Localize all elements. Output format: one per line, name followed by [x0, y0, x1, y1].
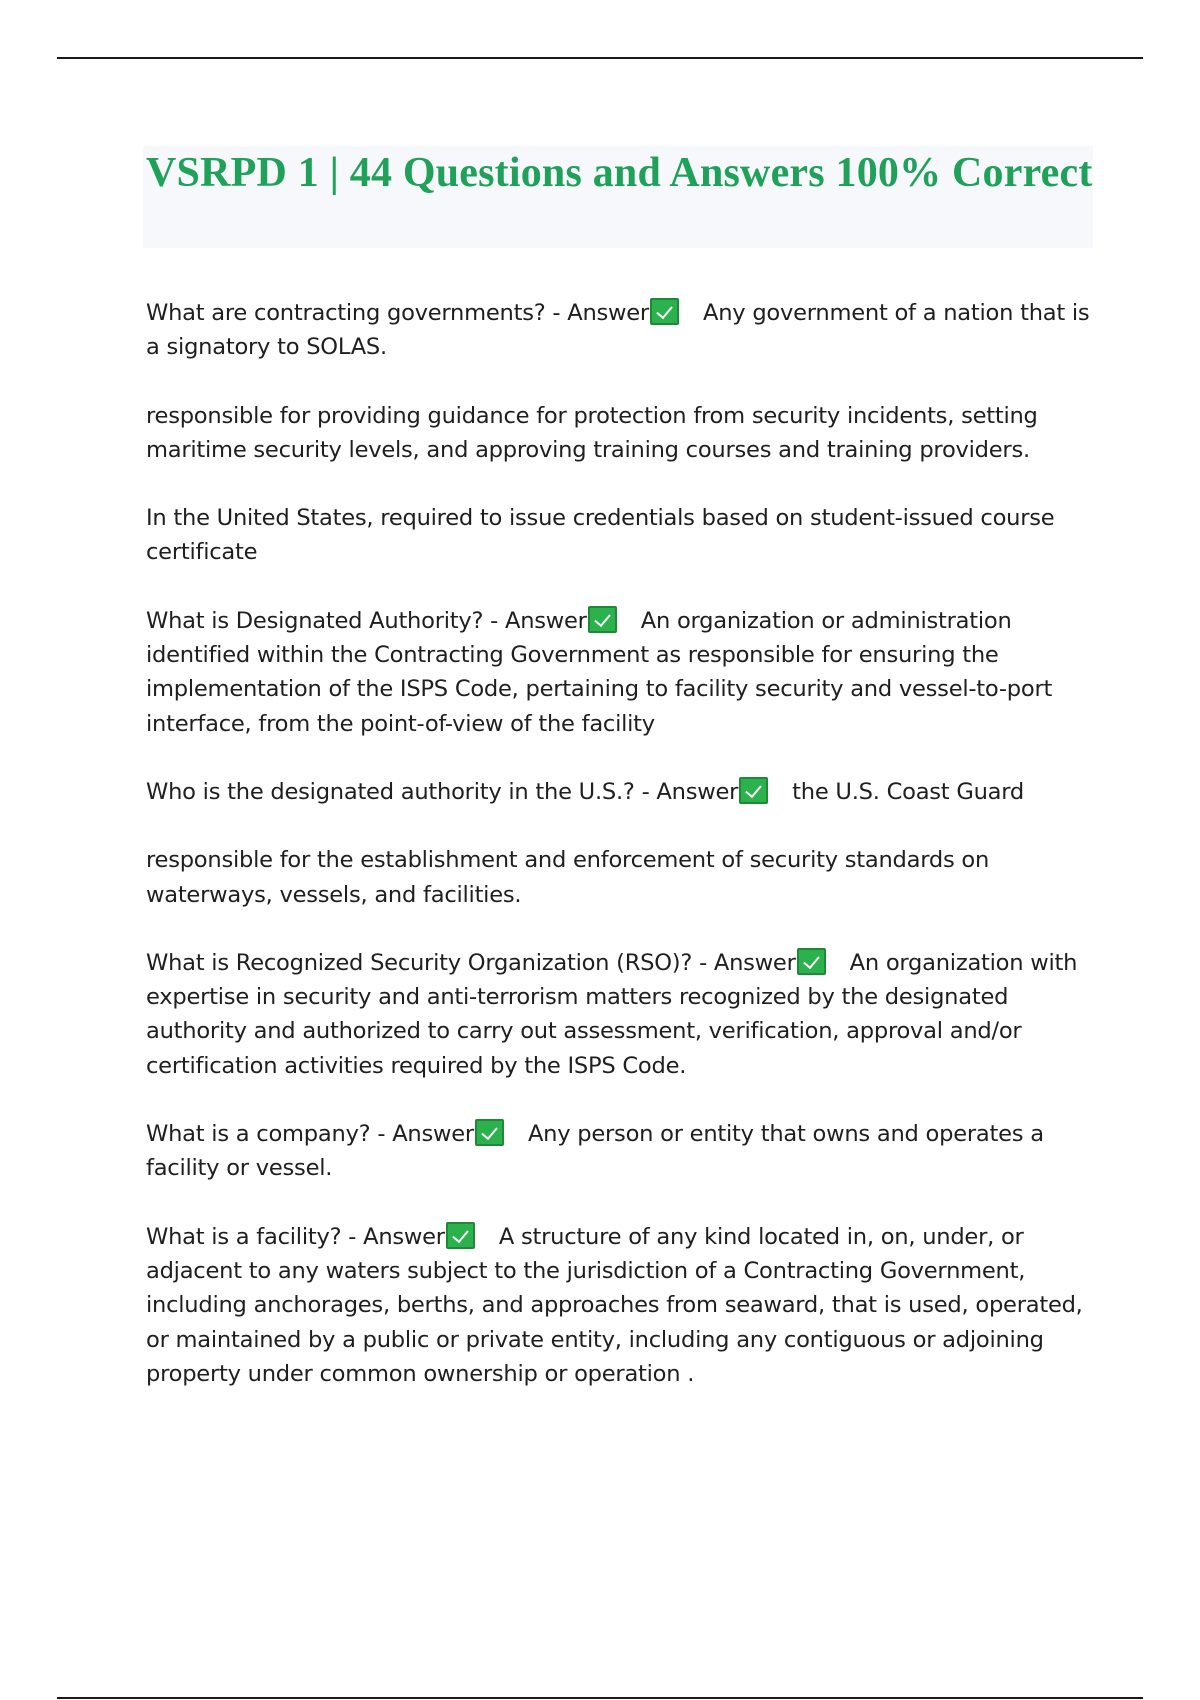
- top-rule: [57, 57, 1143, 59]
- question-text: What is a company?: [146, 1121, 371, 1148]
- checkmark-icon: [797, 948, 826, 975]
- answer-label: - Answer: [348, 1223, 445, 1250]
- checkmark-icon: [588, 606, 617, 633]
- answer-text: Any government of a nation that is a signatory to SOLAS.: [146, 300, 1090, 361]
- qa-content: [146, 296, 1096, 1425]
- checkmark-icon: [739, 777, 768, 804]
- bottom-rule: [57, 1697, 1143, 1699]
- document-title: VSRPD 1 | 44 Questions and Answers 100% Correct: [146, 150, 1093, 196]
- checkmark-icon: [475, 1119, 504, 1146]
- question-text: What are contracting governments?: [146, 300, 546, 326]
- qa-item: [146, 604, 1096, 741]
- answer-label: - Answer: [552, 300, 649, 326]
- note-paragraph: In the United States, required to issue credentials based on student-issued course certificate: [146, 505, 1055, 566]
- question-text: What is Recognized Security Organization (RSO)?: [146, 949, 693, 976]
- answer-label: - Answer: [699, 949, 796, 976]
- qa-item: [146, 946, 1096, 1083]
- answer-text: An organization or administration identified within the Contracting Government as responsible for ensuring the implementation of the ISPS Code, pertaining to facility security and vessel-to-port interface, from the point-of-view of the facility: [146, 607, 1053, 737]
- note-paragraph: responsible for the establishment and enforcement of security standards on waterways, vessels, and facilities.: [146, 847, 990, 908]
- answer-label: - Answer: [377, 1121, 474, 1148]
- qa-item: [146, 296, 1096, 365]
- checkmark-icon: [650, 298, 679, 325]
- answer-text: Any person or entity that owns and operates a facility or vessel.: [146, 1121, 1044, 1182]
- note-paragraph: responsible for providing guidance for protection from security incidents, setting maritime security levels, and approving training courses and training providers.: [146, 402, 1038, 463]
- answer-text: the U.S. Coast Guard: [792, 778, 1025, 805]
- answer-text: A structure of any kind located in, on, under, or adjacent to any waters subject to the jurisdiction of a Contracting Government, including anchorages, berths, and approaches from seaward, that is used, operated, or maintained by a public or private entity, including any contiguous or adjoining property under common ownership or operation .: [146, 1223, 1083, 1387]
- title-box: [143, 146, 1093, 248]
- checkmark-icon: [446, 1222, 475, 1249]
- answer-text: An organization with expertise in security and anti-terrorism matters recognized by the designated authority and authorized to carry out assessment, verification, approval and/or certification activities required by the ISPS Code.: [146, 949, 1078, 1079]
- qa-item: [146, 1117, 1096, 1186]
- question-text: What is a facility?: [146, 1223, 342, 1250]
- question-text: What is Designated Authority?: [146, 607, 484, 634]
- answer-label: - Answer: [641, 778, 739, 805]
- answer-label: - Answer: [490, 607, 587, 634]
- qa-item: [146, 775, 1096, 809]
- qa-item: [146, 1220, 1096, 1391]
- question-text: Who is the designated authority in the U.S.?: [146, 778, 635, 805]
